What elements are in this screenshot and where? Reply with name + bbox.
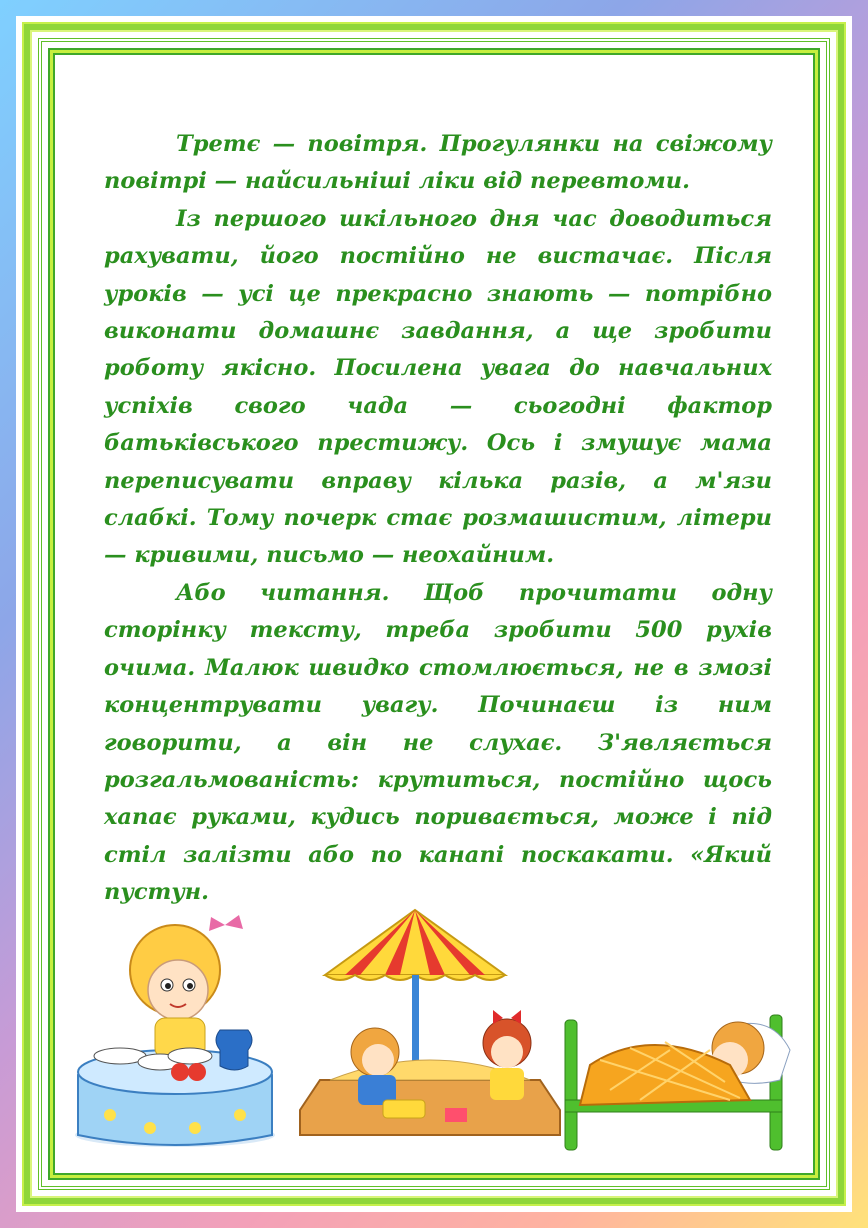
sandbox-umbrella-illustration [300, 910, 560, 1135]
paragraph-homework: Із першого шкільного дня час доводиться рахувати, його постійно не вистачає. Після уроків — усі це прекрасно знають — потрібно виконати домашнє завдання, а ще зробити роботу якісно. Посилена увага до навчальних успіхів свого чада — сьогодні фактор батьківського престижу. Ось і змушує мама переписувати вправу кілька разів, а м'язи слабкі. Тому почерк стає розмашистим, літери — кривими, письмо — неохайним. [104, 205, 772, 569]
sleeping-boy-illustration [565, 1015, 790, 1150]
paragraph-air: Третє — повітря. Прогулянки на свіжому повітрі — найсильніші ліки від перевтоми. [104, 131, 772, 195]
paragraph-reading: Або читання. Щоб прочитати одну сторінку тексту, треба зробити 500 рухів очима. Малюк швидко стомлюється, не в змозі концентрувати увагу. Починаєш із ним говорити, а він не слухає. З'являється розгальмованість: крутиться, постійно щось хапає руками, кудись поривається, може і під стіл залізти або по канапі поскакати. «Який пустун. [104, 579, 772, 906]
girl-at-table-illustration [75, 915, 275, 1147]
